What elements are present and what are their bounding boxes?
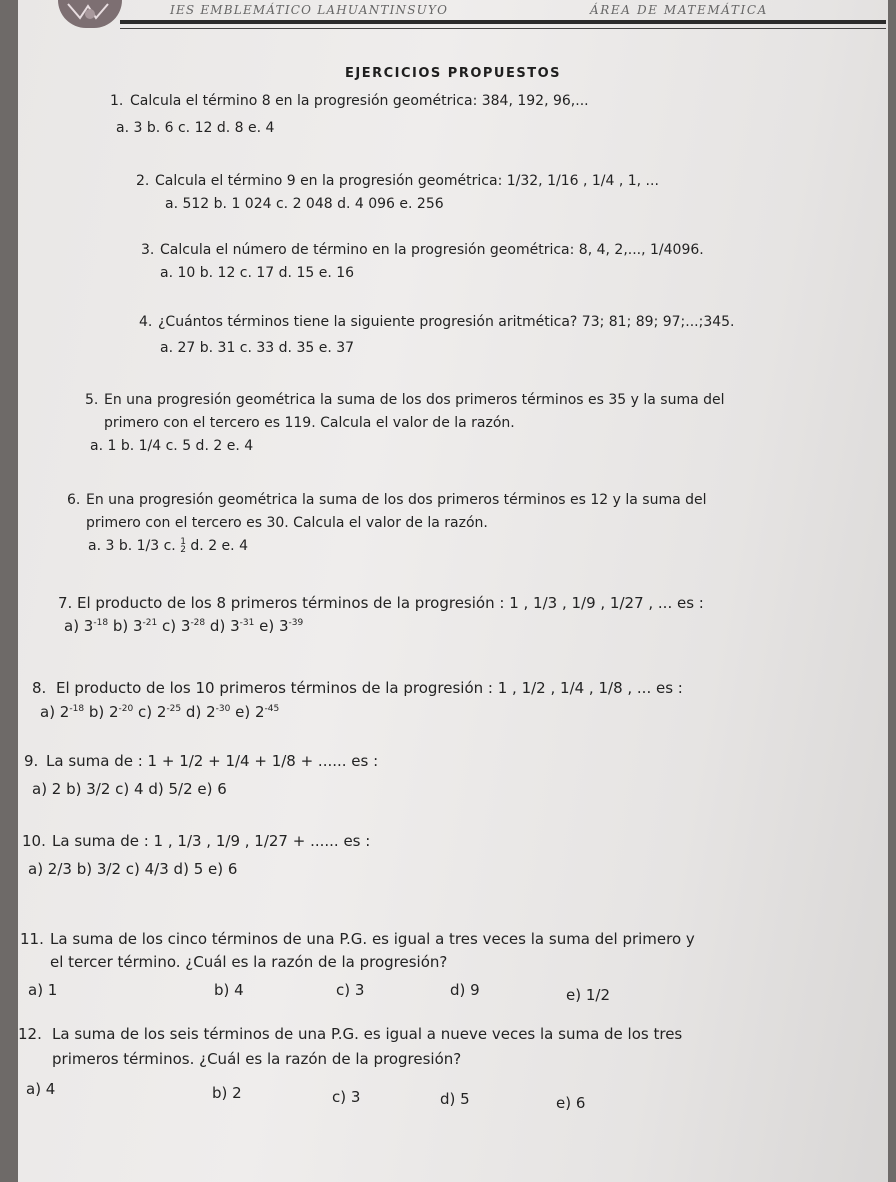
exercise-12-number: 12. <box>18 1025 42 1043</box>
option-a <box>64 617 108 635</box>
exercise-10-options: a) 2/3 b) 3/2 c) 4/3 d) 5 e) 6 <box>28 860 238 878</box>
exercise-12-question-line1: La suma de los seis términos de una P.G. es igual a nueve veces la suma de los tres <box>52 1025 683 1043</box>
exercise-11-question-line1: La suma de los cinco términos de una P.G. es igual a tres veces la suma del primero y <box>50 930 695 948</box>
option-d <box>186 703 230 721</box>
school-name: IES EMBLEMÁTICO LAHUANTINSUYO <box>170 3 449 17</box>
exercise-2-options: a. 512 b. 1 024 c. 2 048 d. 4 096 e. 256 <box>165 196 444 212</box>
option-e <box>235 703 279 721</box>
exercise-11-question-line2: el tercer término. ¿Cuál es la razón de la progresión? <box>50 953 448 971</box>
option-a-base: a) 2 <box>40 703 70 721</box>
option-b <box>89 703 133 721</box>
option-e-exponent: -45 <box>264 704 280 714</box>
exercise-11-number: 11. <box>20 930 44 948</box>
exercise-11-choice-e: e) 1/2 <box>566 986 610 1004</box>
option-b-exponent: -21 <box>142 618 158 628</box>
option-b-base: b) 3 <box>112 617 143 635</box>
fraction-numerator: 1 <box>180 537 186 547</box>
exercise-12-choice-d: d) 5 <box>440 1090 470 1108</box>
worksheet-page <box>18 0 888 1182</box>
fraction-denominator: 2 <box>180 545 186 555</box>
option-a-base: a) 3 <box>64 617 94 635</box>
option-c-base: c) 3 <box>162 617 191 635</box>
option-d-base: d) 2 <box>185 703 216 721</box>
exercise-2-question: Calcula el término 9 en la progresión geométrica: 1/32, 1/16 , 1/4 , 1, ... <box>155 173 659 189</box>
option-a <box>40 703 84 721</box>
exercise-11-choice-b: b) 4 <box>214 981 244 999</box>
exercise-8-options <box>40 703 279 721</box>
exercise-12-choice-a: a) 4 <box>26 1080 56 1098</box>
option-c-exponent: -25 <box>166 704 182 714</box>
option-a-exponent: -18 <box>69 704 85 714</box>
exercise-9-options: a) 2 b) 3/2 c) 4 d) 5/2 e) 6 <box>32 780 227 798</box>
option-d-exponent: -31 <box>239 618 255 628</box>
option-d <box>210 617 254 635</box>
exercise-11-choice-a: a) 1 <box>28 981 58 999</box>
exercise-6-fraction <box>180 538 186 554</box>
exercise-6-options-b: d. 2 e. 4 <box>190 538 248 554</box>
option-b-base: b) 2 <box>88 703 119 721</box>
exercise-7-question: El producto de los 8 primeros términos de la progresión : 1 , 1/3 , 1/9 , 1/27 , ... es : <box>77 594 704 612</box>
exercise-6-question-line1: En una progresión geométrica la suma de los dos primeros términos es 12 y la suma del <box>86 492 707 508</box>
option-c <box>138 703 181 721</box>
exercise-10-number: 10. <box>22 832 46 850</box>
exercise-9-question: La suma de : 1 + 1/2 + 1/4 + 1/8 + ...... es : <box>46 752 379 770</box>
exercise-5-options: a. 1 b. 1/4 c. 5 d. 2 e. 4 <box>90 438 254 454</box>
exercise-4-options: a. 27 b. 31 c. 33 d. 35 e. 37 <box>160 340 355 356</box>
exercise-12-question-line2: primeros términos. ¿Cuál es la razón de la progresión? <box>52 1050 462 1068</box>
exercise-10-question: La suma de : 1 , 1/3 , 1/9 , 1/27 + ...... es : <box>52 832 371 850</box>
exercise-12-choice-e: e) 6 <box>556 1094 586 1112</box>
exercise-3-options: a. 10 b. 12 c. 17 d. 15 e. 16 <box>160 265 355 281</box>
exercise-4-question: ¿Cuántos términos tiene la siguiente progresión aritmética? 73; 81; 89; 97;...;345. <box>158 314 735 330</box>
exercise-6-number: 6. <box>67 492 81 508</box>
option-e <box>259 617 303 635</box>
exercise-6-options-a: a. 3 b. 1/3 c. <box>88 538 176 554</box>
exercise-3-number: 3. <box>141 242 155 258</box>
option-d-base: d) 3 <box>209 617 240 635</box>
exercise-8-number: 8. <box>32 679 47 697</box>
school-logo <box>58 0 122 28</box>
exercise-12-choice-b: b) 2 <box>212 1084 242 1102</box>
header-rule-thin <box>120 28 886 29</box>
exercise-1-question: Calcula el término 8 en la progresión geométrica: 384, 192, 96,... <box>130 93 589 109</box>
page-title: EJERCICIOS PROPUESTOS <box>345 66 562 81</box>
exercise-12-choice-c: c) 3 <box>332 1088 361 1106</box>
exercise-7-options <box>64 617 303 635</box>
option-c <box>162 617 205 635</box>
exercise-8-question: El producto de los 10 primeros términos de la progresión : 1 , 1/2 , 1/4 , 1/8 , ... es : <box>56 679 683 697</box>
exercise-4-number: 4. <box>139 314 153 330</box>
exercise-7-number: 7. <box>58 594 73 612</box>
exercise-9-number: 9. <box>24 752 39 770</box>
exercise-6-question-line2: primero con el tercero es 30. Calcula el valor de la razón. <box>86 515 488 531</box>
exercise-5-number: 5. <box>85 392 99 408</box>
option-e-exponent: -39 <box>288 618 304 628</box>
option-b <box>113 617 157 635</box>
exercise-2-number: 2. <box>136 173 150 189</box>
exercise-3-question: Calcula el número de término en la progresión geométrica: 8, 4, 2,..., 1/4096. <box>160 242 704 258</box>
exercise-1-options: a. 3 b. 6 c. 12 d. 8 e. 4 <box>116 120 275 136</box>
exercise-5-question-line1: En una progresión geométrica la suma de los dos primeros términos es 35 y la suma del <box>104 392 725 408</box>
option-e-base: e) 3 <box>259 617 289 635</box>
exercise-5-question-line2: primero con el tercero es 119. Calcula el valor de la razón. <box>104 415 515 431</box>
area-name: ÁREA DE MATEMÁTICA <box>590 3 768 17</box>
exercise-11-choice-c: c) 3 <box>336 981 365 999</box>
exercise-1-number: 1. <box>110 93 124 109</box>
option-e-base: e) 2 <box>235 703 265 721</box>
option-c-base: c) 2 <box>138 703 167 721</box>
exercise-6-options <box>88 538 248 554</box>
option-a-exponent: -18 <box>93 618 109 628</box>
option-b-exponent: -20 <box>118 704 134 714</box>
header-rule-thick <box>120 20 886 24</box>
option-c-exponent: -28 <box>190 618 206 628</box>
exercise-11-choice-d: d) 9 <box>450 981 480 999</box>
option-d-exponent: -30 <box>215 704 231 714</box>
